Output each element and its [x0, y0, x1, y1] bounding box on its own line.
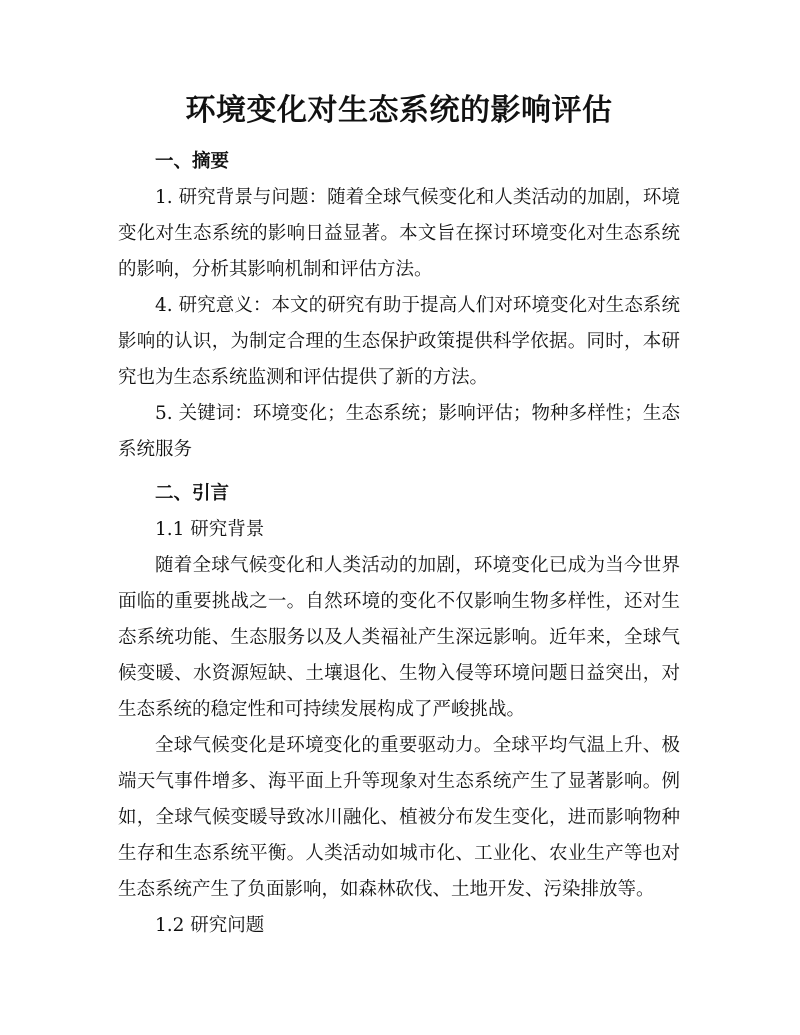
abstract-paragraph-significance: 4. 研究意义：本文的研究有助于提高人们对环境变化对生态系统影响的认识，为制定合理的生态保护政策提供科学依据。同时，本研究也为生态系统监测和评估提供了新的方法。 [118, 295, 680, 388]
document-body [118, 86, 680, 944]
abstract-paragraph-keywords: 5. 关键词：环境变化；生态系统；影响评估；物种多样性；生态系统服务 [118, 403, 680, 460]
intro-paragraph-1: 随着全球气候变化和人类活动的加剧，环境变化已成为当今世界面临的重要挑战之一。自然环境的变化不仅影响生物多样性，还对生态系统功能、生态服务以及人类福祉产生深远影响。近年来，全球气候变暖、水资源短缺、土壤退化、生物入侵等环境问题日益突出，对生态系统的稳定性和可持续发展构成了严峻挑战。 [118, 555, 680, 720]
section-heading-introduction: 二、引言 [155, 483, 230, 504]
section-heading-abstract: 一、摘要 [155, 151, 230, 172]
subsection-heading-research-question: 1.2 研究问题 [155, 915, 265, 936]
document-title: 环境变化对生态系统的影响评估 [185, 93, 613, 128]
abstract-paragraph-background: 1. 研究背景与问题：随着全球气候变化和人类活动的加剧，环境变化对生态系统的影响日益显著。本文旨在探讨环境变化对生态系统的影响，分析其影响机制和评估方法。 [118, 187, 680, 280]
intro-paragraph-2: 全球气候变化是环境变化的重要驱动力。全球平均气温上升、极端天气事件增多、海平面上升等现象对生态系统产生了显著影响。例如，全球气候变暖导致冰川融化、植被分布发生变化，进而影响物种生存和生态系统平衡。人类活动如城市化、工业化、农业生产等也对生态系统产生了负面影响，如森林砍伐、土地开发、污染排放等。 [118, 735, 680, 900]
subsection-heading-background: 1.1 研究背景 [155, 519, 265, 540]
